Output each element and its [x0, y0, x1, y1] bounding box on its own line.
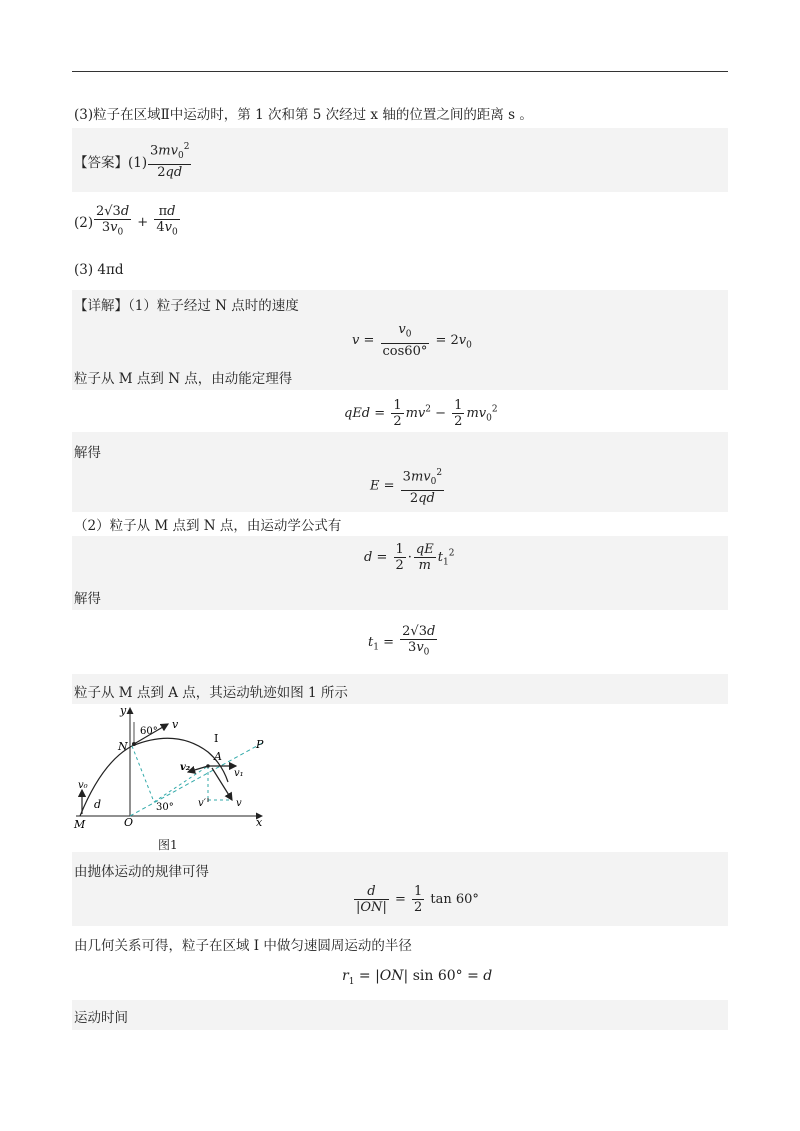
label-d: d [94, 798, 102, 811]
v-arrow-bottom [212, 768, 232, 800]
label-60deg: 60° [140, 726, 158, 737]
line-op [130, 742, 264, 816]
answer-2-expression: $\frac{2√3d}{3v_0}$ + $\frac{\pi d}{4v_0}$ [96, 204, 178, 238]
figure-1-caption: 图1 [158, 838, 178, 852]
label-a: A [214, 750, 222, 763]
equation-field: E = $\frac{3mv_0^2}{2qd}$ [370, 468, 443, 506]
label-y: y [120, 704, 127, 717]
label-region-1: Ⅰ [214, 732, 219, 745]
equation-radius: $r_1 = |ON|$ sin 60° = d [342, 968, 493, 987]
equation-kinematics: d = $\frac{1}{2}$ · $\frac{qE}{m}$ $t_1^2$ [364, 542, 455, 573]
text-energy-theorem: 粒子从 M 点到 N 点，由动能定理得 [74, 371, 293, 387]
shade-band [72, 1000, 728, 1030]
equation-projectile: $\frac{d}{|ON|}$ = $\frac{1}{2}$ tan 60° [356, 884, 479, 915]
label-30deg: 30° [156, 802, 174, 813]
answer-1-expression: $\frac{3mv_0^2}{2qd}$ [150, 142, 190, 180]
label-v-bottom: v [236, 798, 242, 809]
text-geometry: 由几何关系可得，粒子在区域 Ⅰ 中做匀速圆周运动的半径 [74, 938, 412, 954]
text-projectile: 由抛体运动的规律可得 [74, 864, 209, 880]
detail-heading: 【详解】（1）粒子经过 N 点时的速度 [74, 298, 299, 314]
label-vprime: v′ [198, 798, 206, 809]
v2-arrow [188, 766, 208, 772]
label-o: O [124, 816, 134, 829]
equation-velocity: v = $\frac{v_0}{\cos 60^\circ}$ = $2v_0$ [352, 322, 472, 359]
text-solve-2: 解得 [74, 591, 101, 607]
label-n: N [118, 740, 128, 753]
equation-t1: $t_1$ = $\frac{2√3d}{3v_0}$ [368, 624, 436, 658]
label-m: M [74, 818, 86, 831]
label-x: x [256, 816, 263, 829]
answer-label: 【答案】(1) [74, 155, 148, 171]
label-v0: v₀ [78, 780, 88, 791]
header-rule [72, 71, 728, 72]
label-v1: v₁ [234, 768, 244, 779]
text-trajectory: 粒子从 M 点到 A 点，其运动轨迹如图 1 所示 [74, 685, 348, 701]
answer-3: (3) 4πd [74, 262, 124, 278]
answer-2-label: (2) [74, 215, 94, 231]
label-v2: v₂ [180, 762, 191, 773]
label-v-top: v [172, 718, 179, 731]
equation-energy: qEd = $\frac{1}{2}$ $mv^2$ − $\frac{1}{2}$ $mv_0^2$ [344, 398, 498, 429]
radius-dashed [132, 746, 154, 802]
point-n [132, 742, 136, 746]
text-solve-1: 解得 [74, 445, 101, 461]
text-part2: （2）粒子从 M 点到 N 点，由运动学公式有 [74, 518, 342, 534]
text-motion-time: 运动时间 [74, 1010, 128, 1026]
label-p: P [256, 738, 264, 751]
figure-1-trajectory-diagram [72, 702, 282, 832]
question-part3: (3)粒子在区域Ⅱ中运动时，第 1 次和第 5 次经过 x 轴的位置之间的距离 s 。 [74, 107, 533, 123]
